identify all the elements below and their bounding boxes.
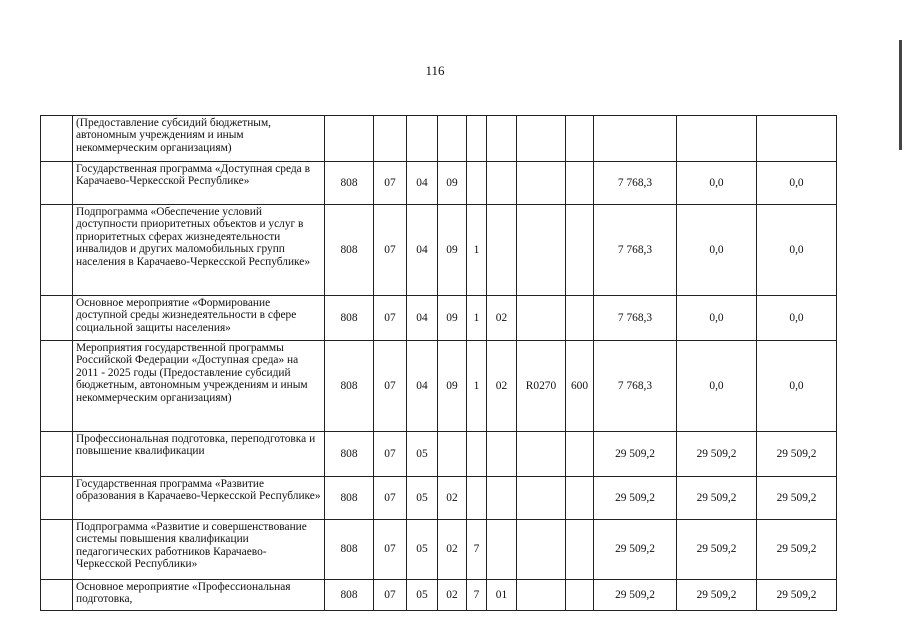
page-number: 116 [425,63,445,78]
cell-pp: 7 [467,520,487,580]
cell-y1 [594,116,677,162]
cell-gp [438,116,467,162]
cell-om: 02 [487,341,517,432]
cell-pp [467,477,487,520]
table-row [41,205,837,296]
cell-cs [517,296,566,341]
cell-ved [325,116,374,162]
cell-vr [566,162,594,205]
cell-cs [517,432,566,477]
scan-edge-mark [899,40,902,150]
cell-pr: 05 [407,520,438,580]
cell-y3: 29 509,2 [757,477,837,520]
cell-gp: 09 [438,205,467,296]
row-index-cell [41,296,73,341]
cell-gp [438,432,467,477]
row-index-cell [41,432,73,477]
cell-gp: 02 [438,477,467,520]
cell-pp: 7 [467,580,487,611]
cell-name: Основное мероприятие «Профессиональная подготовка, [73,580,325,611]
cell-pr: 05 [407,432,438,477]
cell-ved: 808 [325,580,374,611]
cell-name: Государственная программа «Доступная среда в Карачаево-Черкесской Республике» [73,162,325,205]
cell-ved: 808 [325,520,374,580]
table-row [41,116,837,162]
cell-om [487,432,517,477]
cell-om [487,520,517,580]
cell-om: 02 [487,296,517,341]
cell-y1: 29 509,2 [594,432,677,477]
table-row [41,341,837,432]
cell-ved: 808 [325,341,374,432]
cell-cs [517,116,566,162]
cell-ved: 808 [325,205,374,296]
cell-vr [566,205,594,296]
table-row [41,520,837,580]
cell-vr [566,477,594,520]
cell-pp [467,116,487,162]
cell-y2: 0,0 [677,296,757,341]
cell-y3: 29 509,2 [757,432,837,477]
cell-pp: 1 [467,205,487,296]
cell-vr [566,296,594,341]
row-index-cell [41,520,73,580]
cell-pr: 04 [407,205,438,296]
cell-ved: 808 [325,477,374,520]
cell-ved: 808 [325,432,374,477]
cell-rz: 07 [374,205,407,296]
cell-om: 01 [487,580,517,611]
cell-y1: 29 509,2 [594,477,677,520]
row-index-cell [41,580,73,611]
cell-vr: 600 [566,341,594,432]
cell-rz: 07 [374,341,407,432]
table-row [41,477,837,520]
cell-pp [467,162,487,205]
row-index-cell [41,477,73,520]
cell-y3: 0,0 [757,205,837,296]
cell-y1: 7 768,3 [594,205,677,296]
cell-y2 [677,116,757,162]
row-index-cell [41,162,73,205]
cell-y3: 0,0 [757,341,837,432]
cell-gp: 02 [438,580,467,611]
cell-rz: 07 [374,296,407,341]
row-index-cell [41,205,73,296]
cell-y2: 29 509,2 [677,477,757,520]
table-row [41,296,837,341]
cell-name: Мероприятия государственной программы Российской Федерации «Доступная среда» на 2011 - 2025 годы (Предоставление субсидий бюджетным, автономным учреждениям и иным некоммерческим организациям) [73,341,325,432]
cell-cs [517,205,566,296]
cell-rz: 07 [374,520,407,580]
cell-name: Подпрограмма «Обеспечение условий доступности приоритетных объектов и услуг в приоритетных сферах жизнедеятельности инвалидов и других маломобильных групп населения в Карачаево-Черкесской Республике» [73,205,325,296]
cell-gp: 09 [438,341,467,432]
cell-name: Подпрограмма «Развитие и совершенствование системы повышения квалификации педагогических работников Карачаево-Черкесской Республики» [73,520,325,580]
table-row [41,432,837,477]
cell-vr [566,116,594,162]
budget-table [40,115,837,611]
budget-table-body [41,116,837,611]
cell-pp: 1 [467,296,487,341]
cell-pr: 04 [407,341,438,432]
cell-rz: 07 [374,580,407,611]
cell-y3 [757,116,837,162]
cell-ved: 808 [325,162,374,205]
cell-name: (Предоставление субсидий бюджетным, автономным учреждениям и иным некоммерческим организациям) [73,116,325,162]
cell-y3: 0,0 [757,162,837,205]
cell-y2: 29 509,2 [677,520,757,580]
cell-y1: 29 509,2 [594,580,677,611]
cell-pp [467,432,487,477]
table-row [41,162,837,205]
cell-y1: 7 768,3 [594,341,677,432]
cell-rz: 07 [374,477,407,520]
row-index-cell [41,116,73,162]
cell-pr: 04 [407,162,438,205]
cell-vr [566,520,594,580]
cell-y3: 0,0 [757,296,837,341]
cell-cs [517,477,566,520]
cell-vr [566,432,594,477]
cell-cs: R0270 [517,341,566,432]
cell-pr: 04 [407,296,438,341]
cell-gp: 09 [438,296,467,341]
cell-y3: 29 509,2 [757,580,837,611]
cell-name: Профессиональная подготовка, переподготовка и повышение квалификации [73,432,325,477]
cell-name: Основное мероприятие «Формирование доступной среды жизнедеятельности в сфере социальной защиты населения» [73,296,325,341]
cell-om [487,477,517,520]
cell-gp: 02 [438,520,467,580]
cell-y1: 7 768,3 [594,162,677,205]
cell-cs [517,580,566,611]
cell-pr: 05 [407,580,438,611]
cell-om [487,162,517,205]
cell-y1: 29 509,2 [594,520,677,580]
cell-name: Государственная программа «Развитие образования в Карачаево-Черкесской Республике» [73,477,325,520]
cell-gp: 09 [438,162,467,205]
cell-y3: 29 509,2 [757,520,837,580]
row-index-cell [41,341,73,432]
cell-y2: 29 509,2 [677,432,757,477]
cell-cs [517,520,566,580]
cell-cs [517,162,566,205]
cell-rz [374,116,407,162]
cell-y2: 0,0 [677,205,757,296]
cell-y2: 0,0 [677,341,757,432]
cell-rz: 07 [374,162,407,205]
cell-pr: 05 [407,477,438,520]
table-row [41,580,837,611]
cell-y1: 7 768,3 [594,296,677,341]
cell-ved: 808 [325,296,374,341]
cell-y2: 29 509,2 [677,580,757,611]
cell-rz: 07 [374,432,407,477]
cell-y2: 0,0 [677,162,757,205]
cell-pp: 1 [467,341,487,432]
cell-om [487,205,517,296]
cell-vr [566,580,594,611]
cell-om [487,116,517,162]
cell-pr [407,116,438,162]
